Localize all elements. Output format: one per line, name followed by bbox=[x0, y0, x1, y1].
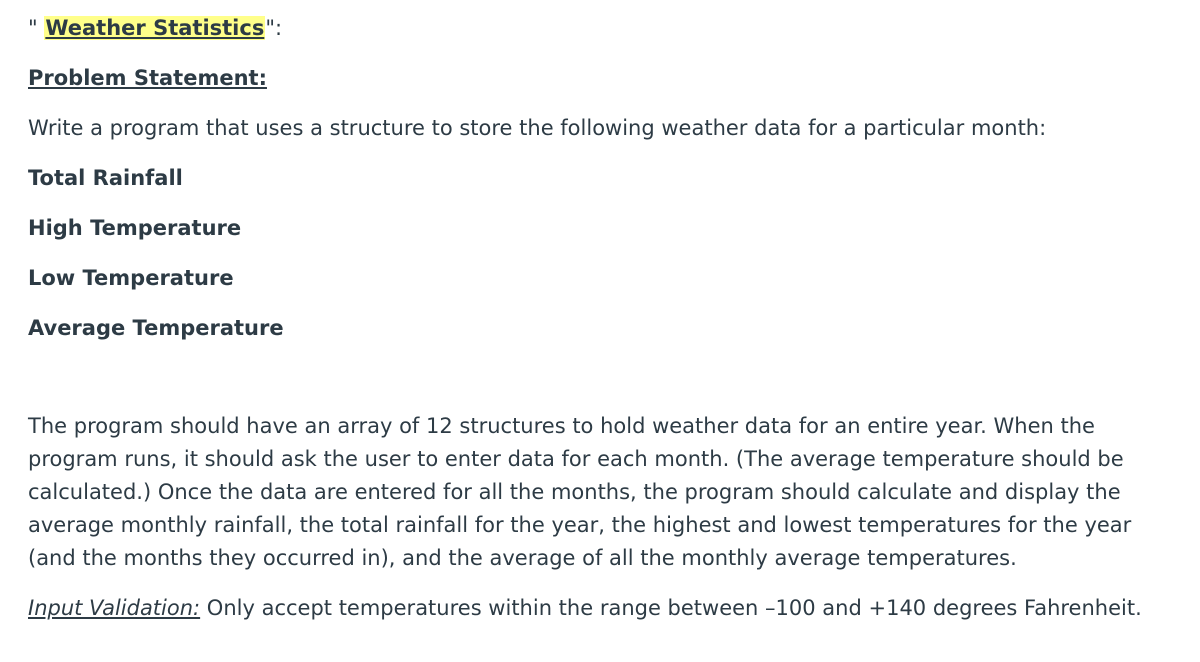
input-validation-text: Only accept temperatures within the range between –100 and +140 degrees Fahrenheit. bbox=[200, 596, 1142, 620]
input-validation-label: Input Validation: bbox=[28, 596, 201, 620]
field-high-temperature: High Temperature bbox=[28, 216, 242, 240]
title-link[interactable]: Weather Statistics bbox=[45, 16, 265, 40]
title-prefix: " bbox=[28, 16, 45, 40]
document-title bbox=[28, 12, 1178, 45]
problem-statement-heading: Problem Statement: bbox=[28, 66, 267, 90]
field-low-temperature: Low Temperature bbox=[28, 266, 234, 290]
field-total-rainfall: Total Rainfall bbox=[28, 166, 183, 190]
section-spacer bbox=[28, 362, 1178, 410]
title-suffix: ": bbox=[265, 16, 283, 40]
field-average-temperature: Average Temperature bbox=[28, 316, 284, 340]
intro-paragraph: Write a program that uses a structure to store the following weather data for a particular month: bbox=[28, 116, 1047, 140]
body-paragraph: The program should have an array of 12 structures to hold weather data for an entire year. When the program runs, it should ask the user to enter data for each month. (The average temperature should be calculated.) Once the data are entered for all the months, the program should calculate and display the average monthly rainfall, the total rainfall for the year, the highest and lowest temperatures for the year (and the months they occurred in), and the average of all the monthly average temperatures. bbox=[28, 414, 1132, 570]
input-validation-paragraph bbox=[28, 592, 1178, 625]
